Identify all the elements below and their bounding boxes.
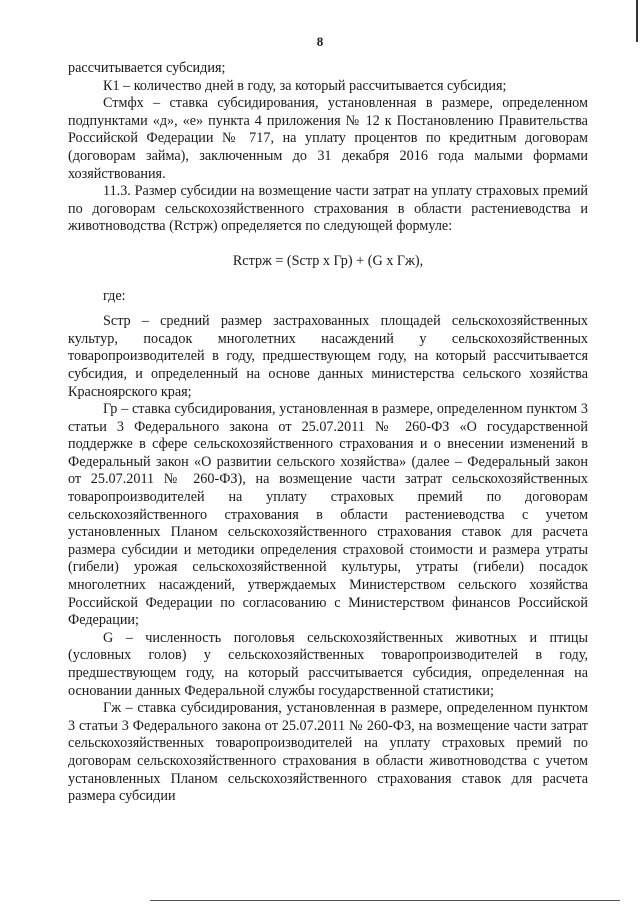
paragraph-stmfh-definition: Стмфх – ставка субсидирования, установленная в размере, определенном подпунктами «д», «е» пункта 4 приложения № 12 к Постановлению Правительства Российской Федерации № 717, на уплату процентов по кредитным договорам (договорам займа), заключенным до 31 декабря 2016 года малыми формами хозяйствования.: [68, 95, 588, 182]
scan-bottom-edge: [150, 900, 620, 901]
page-number: 8: [316, 34, 324, 49]
paragraph-gzh-definition: Гж – ставка субсидирования, установленная в размере, определенном пунктом 3 статьи 3 Федерального закона от 25.07.2011 № 260-ФЗ, на возмещение части затрат сельскохозяйственных товаропроизводителей на уплату страховых премий по договорам сельскохозяйственного страхования в области животноводства с учетом установленных Планом сельскохозяйственного страхования ставок для расчета размера субсидии: [68, 700, 588, 805]
paragraph-continuation: рассчитывается субсидия;: [68, 60, 226, 76]
paragraph-k1-definition: К1 – количество дней в году, за который рассчитывается субсидия;: [103, 77, 507, 94]
paragraph-sstr-definition: Sстр – средний размер застрахованных площадей сельскохозяйственных культур, посадок многолетних насаждений у сельскохозяйственных товаропроизводителей в году, предшествующем году, на который рассчитывается субсидия, и определенный на основе данных министерства сельского хозяйства Красноярского края;: [68, 313, 588, 400]
formula-rstrzh: Rстрж = (Sстр x Гр) + (G x Гж),: [232, 252, 424, 269]
paragraph-gr-definition: Гр – ставка субсидирования, установленная в размере, определенном пунктом 3 статьи 3 Федерального закона от 25.07.2011 № 260-ФЗ «О государственной поддержке в сфере сельскохозяйственного страхования и о внесении изменений в Федеральный закон «О развитии сельского хозяйства» (далее – Федеральный закон от 25.07.2011 № 260-ФЗ), на возмещение части затрат сельскохозяйственных товаропроизводителей на уплату страховых премий по договорам сельскохозяйственного страхования в области растениеводства с учетом установленных Планом сельскохозяйственного страхования ставок для расчета размера субсидии и методики определения страховой стоимости и размера утраты (гибели) урожая сельскохозяйственной культуры, утраты (гибели) посадок многолетних насаждений, утверждаемых Министерством сельского хозяйства Российской Федерации по согласованию с Министерством финансов Российской Федерации;: [68, 401, 588, 629]
paragraph-g-definition: G – численность поголовья сельскохозяйственных животных и птицы (условных голов) у сельскохозяйственных товаропроизводителей в году, предшествующем году, на который рассчитывается субсидия, определенная на основании данных Федеральной службы государственной статистики;: [68, 629, 588, 699]
paragraph-where: где:: [103, 287, 126, 304]
spacer: [68, 305, 588, 313]
paragraph-11-3: 11.3. Размер субсидии на возмещение части затрат на уплату страховых премий по договорам сельскохозяйственного страхования в области растениеводства и животноводства (Rстрж) определяется по следующей формуле:: [68, 183, 588, 235]
document-body: [68, 60, 588, 806]
